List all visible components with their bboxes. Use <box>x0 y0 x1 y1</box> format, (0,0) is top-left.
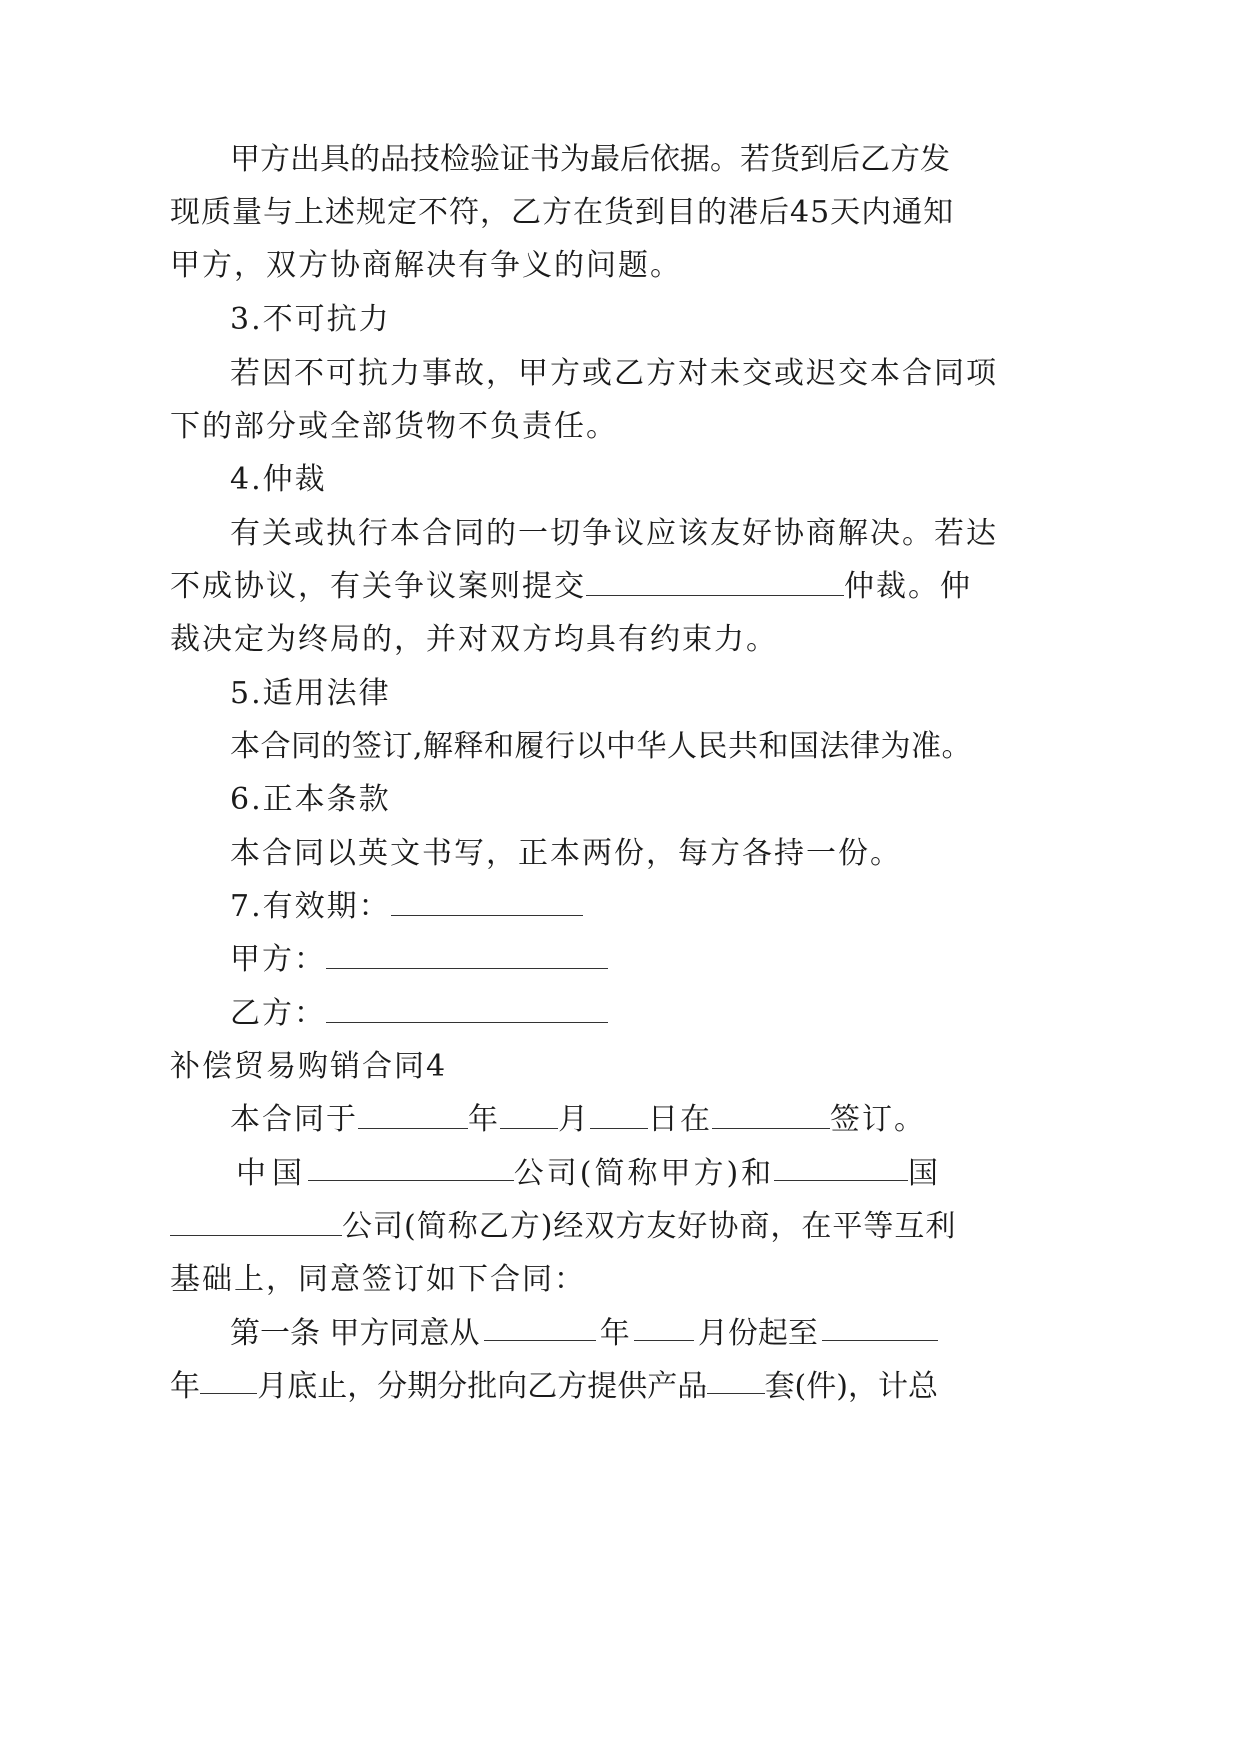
blank-line <box>170 1209 342 1236</box>
blank-line <box>822 1314 938 1341</box>
text: 下的部分或全部货物不负责任。 <box>170 409 618 444</box>
paragraph-line <box>230 1314 938 1354</box>
blank-line <box>484 1314 596 1341</box>
paragraph-line <box>170 1207 956 1247</box>
paragraph-line <box>236 1154 938 1194</box>
text: 日在 <box>648 1102 712 1137</box>
paragraph-line <box>230 514 998 554</box>
party-a-line <box>230 940 608 980</box>
text: 仲裁。仲 <box>844 569 972 604</box>
text: 裁决定为终局的，并对双方均具有约束力。 <box>170 622 778 657</box>
blank-line <box>774 1154 908 1181</box>
paragraph-line <box>170 567 972 607</box>
text: 公司(简称乙方)经双方友好协商，在平等互利 <box>342 1209 957 1244</box>
paragraph-line <box>170 193 954 233</box>
blank-line <box>712 1102 830 1129</box>
clause-heading <box>230 460 327 500</box>
party-b-line <box>230 994 608 1034</box>
validity-line <box>230 887 583 927</box>
blank-line <box>358 1102 468 1129</box>
text: 基础上，同意签订如下合同： <box>170 1262 586 1297</box>
text: 有关或执行本合同的一切争议应该友好协商解决。若达 <box>230 516 998 551</box>
blank-line <box>586 569 844 596</box>
blank-line <box>308 1154 514 1181</box>
text: 年 <box>468 1102 500 1137</box>
text: 月份起至 <box>697 1316 818 1351</box>
text: 4.仲裁 <box>230 462 327 497</box>
paragraph-line <box>230 834 902 874</box>
text: 套(件)，计总 <box>764 1369 938 1404</box>
text: 甲方出具的品技检验证书为最后依据。若货到后乙方发 <box>230 142 950 177</box>
text: 3.不可抗力 <box>230 302 391 337</box>
paragraph-line <box>230 140 950 180</box>
blank-line <box>200 1367 257 1394</box>
text: 国 <box>908 1156 938 1191</box>
paragraph-line <box>170 620 778 660</box>
text: 现质量与上述规定不符，乙方在货到目的港后45天内通知 <box>170 195 955 230</box>
paragraph-line <box>170 1260 586 1300</box>
text: 6.正本条款 <box>230 782 391 817</box>
text: 本合同以英文书写，正本两份，每方各持一份。 <box>230 836 902 871</box>
text: 5.适用法律 <box>230 676 391 711</box>
text: 7.有效期： <box>230 889 391 924</box>
clause-heading <box>230 780 391 820</box>
blank-line <box>391 889 583 916</box>
text: 中国 <box>236 1156 308 1191</box>
clause-heading <box>230 674 391 714</box>
text: 补偿贸易购销合同4 <box>170 1049 448 1084</box>
blank-line <box>500 1102 558 1129</box>
text: 若因不可抗力事故，甲方或乙方对未交或迟交本合同项 <box>230 356 998 391</box>
section-title <box>170 1047 447 1087</box>
text: 本合同的签订,解释和履行以中华人民共和国法律为准。 <box>230 729 973 764</box>
paragraph-line <box>230 1100 926 1140</box>
clause-heading <box>230 300 391 340</box>
text: 第一条 甲方同意从 <box>230 1316 480 1351</box>
blank-line <box>707 1367 764 1394</box>
blank-line <box>326 996 608 1023</box>
paragraph-line <box>170 1367 938 1407</box>
blank-line <box>590 1102 648 1129</box>
paragraph-line <box>170 407 618 447</box>
text: 月 <box>558 1102 590 1137</box>
text: 本合同于 <box>230 1102 358 1137</box>
blank-line <box>326 942 608 969</box>
text: 月底止，分期分批向乙方提供产品 <box>257 1369 708 1404</box>
blank-line <box>634 1314 694 1341</box>
text: 公司(简称甲方)和 <box>513 1156 775 1191</box>
paragraph-line <box>230 727 972 767</box>
text: 乙方： <box>230 996 326 1031</box>
text: 不成协议，有关争议案则提交 <box>170 569 586 604</box>
paragraph-line <box>230 354 998 394</box>
text: 签订。 <box>830 1102 926 1137</box>
paragraph-line <box>170 246 682 286</box>
text: 甲方： <box>230 942 326 977</box>
text: 甲方，双方协商解决有争义的问题。 <box>170 248 682 283</box>
text: 年 <box>599 1316 630 1351</box>
text: 年 <box>170 1369 200 1404</box>
